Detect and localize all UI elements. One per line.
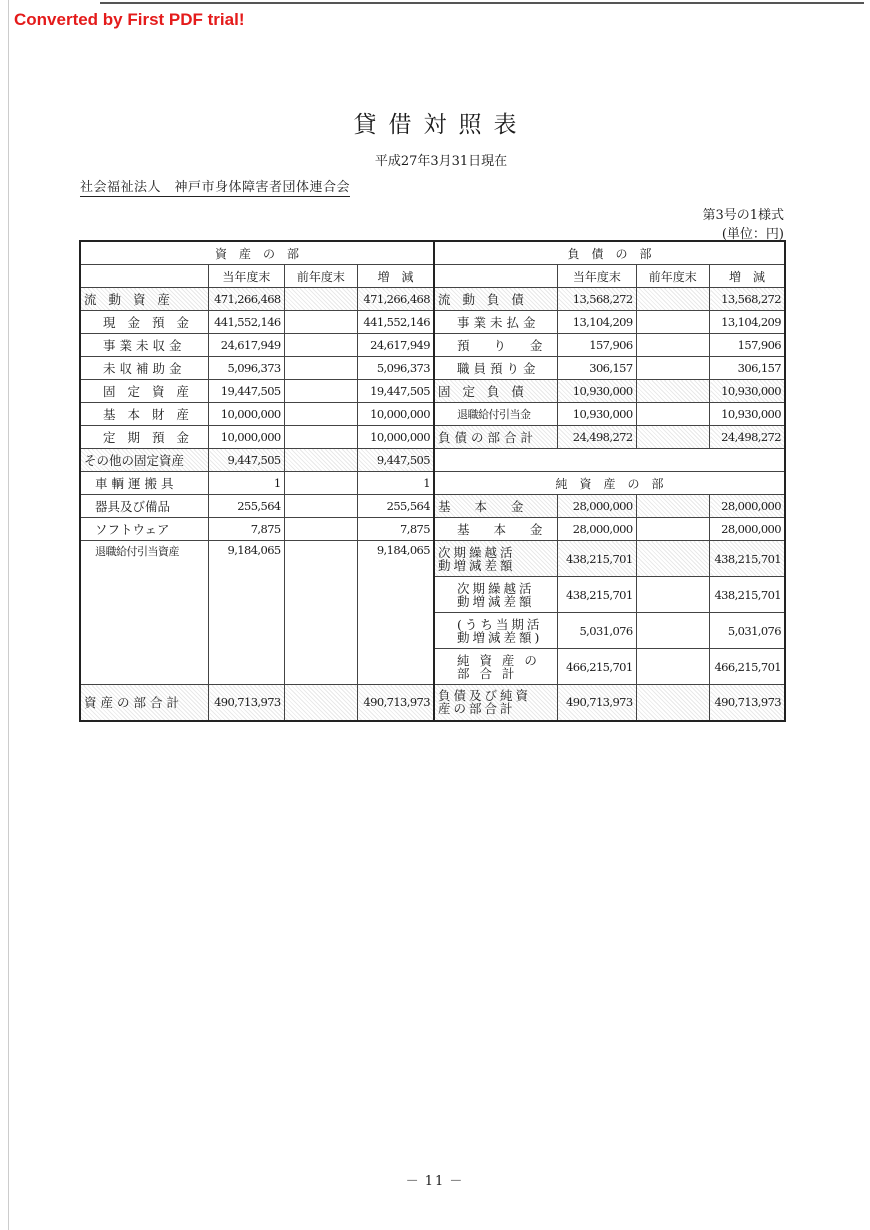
asset-current: 19,447,505: [209, 380, 284, 403]
blank-cell: [434, 449, 785, 472]
asset-label: 流 動 資 産: [80, 288, 209, 311]
grand-total-label: [434, 685, 558, 721]
assets-total-label: 資産の部合計: [80, 685, 209, 721]
liability-previous: [636, 357, 709, 380]
table-row: [80, 357, 785, 380]
asset-current: 24,617,949: [209, 334, 284, 357]
net-asset-previous: [636, 495, 709, 518]
asset-previous: [284, 518, 357, 541]
asset-previous: [284, 472, 357, 495]
organization-name: 社会福祉法人 神戸市身体障害者団体連合会: [80, 176, 350, 197]
section-header-row: [80, 241, 785, 265]
liabilities-change-header: 増 減: [710, 265, 785, 288]
blank-cell: [284, 613, 357, 649]
asset-current: 9,447,505: [209, 449, 284, 472]
asset-change: 1: [358, 472, 434, 495]
net-asset-previous: [636, 577, 709, 613]
net-assets-section-header: 純 資 産 の 部: [434, 472, 785, 495]
asset-change: 9,184,065: [358, 541, 434, 577]
assets-section-header: 資 産 の 部: [80, 241, 434, 265]
table-row: [80, 426, 785, 449]
table-row: [80, 577, 785, 613]
asset-change: 5,096,373: [358, 357, 434, 380]
liability-total-previous: [636, 426, 709, 449]
grand-total-current: 490,713,973: [558, 685, 636, 721]
blank-cell: [80, 577, 209, 613]
asset-change: 10,000,000: [358, 426, 434, 449]
blank-cell: [80, 613, 209, 649]
asset-current: 441,552,146: [209, 311, 284, 334]
table-row: [80, 472, 785, 495]
asset-previous: [284, 495, 357, 518]
net-asset-total-label-line2: 部 合 計: [456, 665, 518, 681]
assets-total-current: 490,713,973: [209, 685, 284, 721]
net-asset-change: 438,215,701: [710, 577, 785, 613]
liability-label: 流 動 負 債: [434, 288, 558, 311]
blank-cell: [284, 649, 357, 685]
asset-previous: [284, 357, 357, 380]
column-header-row: [80, 265, 785, 288]
liability-label: 事業未払金: [434, 311, 558, 334]
top-border-line: [100, 2, 864, 4]
page-number-footer: [0, 1170, 870, 1189]
net-asset-previous: [636, 541, 709, 577]
asset-previous: [284, 311, 357, 334]
grand-total-label-line1: 負債及び純資: [437, 688, 531, 704]
left-margin-line: [8, 0, 9, 1230]
net-asset-label: 基 本 金: [434, 518, 558, 541]
page-dash-right: －: [449, 1174, 465, 1189]
form-number: 第3号の1様式: [702, 208, 784, 223]
asset-label: 事業未収金: [80, 334, 209, 357]
liability-label: 固 定 負 債: [434, 380, 558, 403]
liability-change: 157,906: [710, 334, 785, 357]
net-asset-change: 28,000,000: [710, 518, 785, 541]
net-asset-total-change: 466,215,701: [710, 649, 785, 685]
blank-cell: [209, 613, 284, 649]
liability-total-change: 24,498,272: [710, 426, 785, 449]
asset-previous: [284, 334, 357, 357]
net-asset-label-line2: 動増減差額: [437, 557, 516, 573]
table-row: [80, 649, 785, 685]
liability-change: 13,568,272: [710, 288, 785, 311]
net-asset-current: 5,031,076: [558, 613, 636, 649]
net-asset-current: 438,215,701: [558, 541, 636, 577]
net-asset-label-line1: 次期繰越活: [456, 580, 535, 596]
asset-label: 器具及び備品: [80, 495, 209, 518]
assets-total-previous: [284, 685, 357, 721]
assets-current-header: 当年度末: [209, 265, 284, 288]
net-asset-change: 28,000,000: [710, 495, 785, 518]
asset-label: 基 本 財 産: [80, 403, 209, 426]
asset-change: 9,447,505: [358, 449, 434, 472]
liability-previous: [636, 403, 709, 426]
net-asset-change: 438,215,701: [710, 541, 785, 577]
liability-current: 157,906: [558, 334, 636, 357]
table-row: [80, 541, 785, 577]
assets-change-header: 増 減: [358, 265, 434, 288]
liability-change: 306,157: [710, 357, 785, 380]
balance-sheet-table: [79, 240, 786, 722]
liability-current: 13,568,272: [558, 288, 636, 311]
net-asset-total-previous: [636, 649, 709, 685]
assets-total-change: 490,713,973: [358, 685, 434, 721]
asset-current: 1: [209, 472, 284, 495]
blank-cell: [80, 649, 209, 685]
asset-change: 24,617,949: [358, 334, 434, 357]
net-asset-total-current: 466,215,701: [558, 649, 636, 685]
asset-label: 退職給付引当資産: [80, 541, 209, 577]
net-asset-previous: [636, 613, 709, 649]
asset-previous: [284, 426, 357, 449]
liability-previous: [636, 334, 709, 357]
liability-change: 10,930,000: [710, 403, 785, 426]
asset-previous: [284, 288, 357, 311]
liability-total-label: 負債の部合計: [434, 426, 558, 449]
liabilities-section-header: 負 債 の 部: [434, 241, 785, 265]
net-asset-label-line1: (うち当期活: [456, 616, 543, 632]
net-asset-label-line2: 動増減差額): [456, 629, 543, 645]
net-asset-total-label-line1: 純 資 産 の: [456, 652, 540, 668]
liability-current: 10,930,000: [558, 380, 636, 403]
net-asset-current: 28,000,000: [558, 495, 636, 518]
net-asset-total-label: [434, 649, 558, 685]
net-asset-label-line2: 動増減差額: [456, 593, 535, 609]
page-number: 11: [424, 1174, 446, 1189]
table-row: [80, 380, 785, 403]
liabilities-previous-header: 前年度末: [636, 265, 709, 288]
asset-previous: [284, 403, 357, 426]
liability-previous: [636, 288, 709, 311]
asset-change: 19,447,505: [358, 380, 434, 403]
watermark-text: Converted by First PDF trial!: [14, 10, 245, 29]
asset-current: 10,000,000: [209, 403, 284, 426]
table-row: [80, 613, 785, 649]
asset-current: 7,875: [209, 518, 284, 541]
grand-total-previous: [636, 685, 709, 721]
net-asset-current: 28,000,000: [558, 518, 636, 541]
liability-current: 13,104,209: [558, 311, 636, 334]
asset-current: 5,096,373: [209, 357, 284, 380]
blank-cell: [358, 649, 434, 685]
asset-label: 現 金 預 金: [80, 311, 209, 334]
net-asset-previous: [636, 518, 709, 541]
asset-label: 車輌運搬具: [80, 472, 209, 495]
net-asset-label: [434, 541, 558, 577]
liability-label: 預 り 金: [434, 334, 558, 357]
blank-cell: [358, 577, 434, 613]
asset-current: 471,266,468: [209, 288, 284, 311]
report-date: 平成27年3月31日現在: [374, 154, 508, 169]
grand-total-change: 490,713,973: [710, 685, 785, 721]
net-asset-label: [434, 613, 558, 649]
assets-previous-header: 前年度末: [284, 265, 357, 288]
asset-current: 9,184,065: [209, 541, 284, 577]
asset-previous: [284, 541, 357, 577]
asset-previous: [284, 380, 357, 403]
grand-total-row: [80, 685, 785, 721]
page-dash-left: －: [405, 1174, 421, 1189]
liability-label: 職員預り金: [434, 357, 558, 380]
blank-cell: [358, 613, 434, 649]
net-asset-label: [434, 577, 558, 613]
asset-previous: [284, 449, 357, 472]
asset-label: 定 期 預 金: [80, 426, 209, 449]
asset-change: 10,000,000: [358, 403, 434, 426]
unit-label: (単位：円): [721, 227, 784, 242]
liabilities-label-header: [434, 265, 558, 288]
asset-current: 255,564: [209, 495, 284, 518]
grand-total-label-line2: 産の部合計: [437, 701, 516, 717]
blank-cell: [284, 577, 357, 613]
liability-change: 13,104,209: [710, 311, 785, 334]
liability-current: 10,930,000: [558, 403, 636, 426]
assets-label-header: [80, 265, 209, 288]
asset-label: ソフトウェア: [80, 518, 209, 541]
table-row: [80, 288, 785, 311]
asset-label: 固 定 資 産: [80, 380, 209, 403]
table-row: [80, 403, 785, 426]
liabilities-current-header: 当年度末: [558, 265, 636, 288]
net-asset-change: 5,031,076: [710, 613, 785, 649]
liability-previous: [636, 311, 709, 334]
table-row: [80, 334, 785, 357]
asset-change: 255,564: [358, 495, 434, 518]
liability-total-current: 24,498,272: [558, 426, 636, 449]
liability-change: 10,930,000: [710, 380, 785, 403]
blank-cell: [209, 577, 284, 613]
asset-change: 471,266,468: [358, 288, 434, 311]
asset-change: 7,875: [358, 518, 434, 541]
net-asset-label: 基 本 金: [434, 495, 558, 518]
table-row: [80, 495, 785, 518]
net-asset-label-line1: 次期繰越活: [437, 544, 516, 560]
liability-previous: [636, 380, 709, 403]
table-row: [80, 449, 785, 472]
table-row: [80, 518, 785, 541]
document-title: 貸借対照表: [353, 112, 529, 138]
asset-label: 未収補助金: [80, 357, 209, 380]
blank-cell: [209, 649, 284, 685]
liability-label: 退職給付引当金: [434, 403, 558, 426]
asset-current: 10,000,000: [209, 426, 284, 449]
liability-current: 306,157: [558, 357, 636, 380]
net-asset-current: 438,215,701: [558, 577, 636, 613]
table-row: [80, 311, 785, 334]
asset-change: 441,552,146: [358, 311, 434, 334]
asset-label: その他の固定資産: [80, 449, 209, 472]
